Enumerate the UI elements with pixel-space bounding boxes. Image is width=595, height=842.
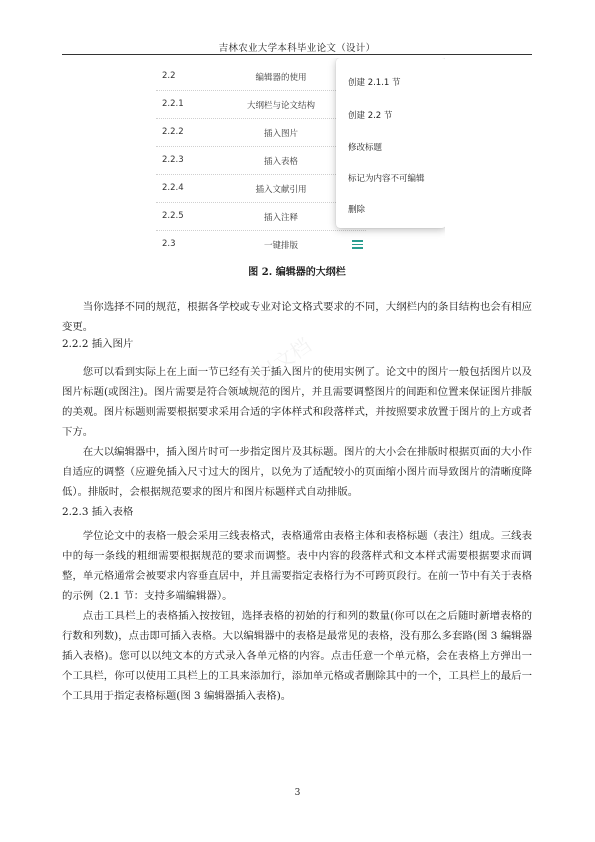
menu-item-rename-title[interactable]: 修改标题 bbox=[348, 143, 383, 153]
list-icon[interactable] bbox=[352, 240, 363, 249]
paragraph: 在大以编辑器中，插入图片时可一步指定图片及其标题。图片的大小会在排版时根据页面的大小作自适应的调整（应避免插入尺寸过大的图片，以免为了适配较小的页面缩小图片而导致图片的清晰度降低）。排版时，会根据规范要求的图片和图片标题样式自动排版。 bbox=[62, 446, 532, 498]
outline-row[interactable] bbox=[156, 230, 366, 258]
menu-item-delete[interactable]: 删除 bbox=[348, 205, 366, 215]
outline-row[interactable] bbox=[156, 146, 366, 175]
watermark: 大以文档 bbox=[236, 332, 316, 399]
outline-number: 2.2.5 bbox=[162, 211, 184, 221]
outline-title: 大纲栏与论文结构 bbox=[246, 101, 315, 111]
paragraph: 当你选择不同的规范，根据各学校或专业对论文格式要求的不同，大纲栏内的条目结构也会有相应变更。 bbox=[62, 301, 532, 333]
menu-item-mark-readonly[interactable]: 标记为内容不可编辑 bbox=[348, 174, 425, 184]
page-number: 3 bbox=[294, 788, 301, 798]
section-heading: 2.2.2 插入图片 bbox=[62, 338, 134, 350]
outline-row[interactable] bbox=[156, 90, 366, 119]
figure-caption: 图 2. 编辑器的大纲栏 bbox=[248, 267, 346, 278]
outline-number: 2.3 bbox=[162, 239, 176, 249]
running-header: 吉林农业大学本科毕业论文（设计） bbox=[218, 43, 376, 54]
outline-number: 2.2.4 bbox=[162, 183, 184, 193]
outline-row[interactable] bbox=[156, 62, 366, 91]
outline-figure bbox=[156, 58, 445, 258]
paragraph: 学位论文中的表格一般会采用三线表格式，表格通常由表格主体和表格标题（表注）组成。三线表中的每一条线的粗细需要根据规范的要求而调整。表中内容的段落样式和文本样式需要根据要求而调整，单元格通常会被要求内容垂直居中，并且需要指定表格行为不可跨页段行。在前一节中有关于表格的示例（2.1 节：支持多端编辑器）。 bbox=[62, 530, 532, 602]
outline-title: 插入表格 bbox=[263, 157, 298, 167]
context-menu bbox=[336, 58, 445, 228]
header-rule bbox=[62, 54, 532, 55]
outline-number: 2.2.2 bbox=[162, 127, 184, 137]
section-heading: 2.2.3 插入表格 bbox=[62, 506, 134, 518]
outline-row[interactable] bbox=[156, 174, 366, 203]
outline-title: 编辑器的使用 bbox=[255, 73, 307, 83]
menu-item-create-section-2-2[interactable]: 创建 2.2 节 bbox=[348, 111, 393, 121]
paragraph: 点击工具栏上的表格插入按按钮，选择表格的初始的行和列的数量(你可以在之后随时新增表格的行数和列数)，点击即可插入表格。大以编辑器中的表格是最常见的表格，没有那么多套路(图 3 编辑器插入表格)。您可以以纯文本的方式录入各单元格的内容。点击任意一个单元格，会在表格上方弹出一个工具栏，你可以使用工具栏上的工具来添加行，添加单元格或者删除其中的一个，工具栏上的最后一个工具用于指定表格标题(图 3 编辑器插入表格)。 bbox=[62, 610, 532, 702]
outline-title: 一键排版 bbox=[263, 241, 298, 251]
outline-row[interactable] bbox=[156, 118, 366, 147]
outline-title: 插入图片 bbox=[263, 129, 298, 139]
outline-number: 2.2 bbox=[162, 71, 176, 81]
menu-item-create-section-2-1-1[interactable]: 创建 2.1.1 节 bbox=[348, 78, 401, 88]
outline-title: 插入文献引用 bbox=[255, 185, 307, 195]
outline-number: 2.2.1 bbox=[162, 99, 184, 109]
outline-title: 插入注释 bbox=[263, 213, 298, 223]
outline-row[interactable] bbox=[156, 202, 366, 231]
outline-number: 2.2.3 bbox=[162, 155, 184, 165]
paragraph: 您可以看到实际上在上面一节已经有关于插入图片的使用实例了。论文中的图片一般包括图片以及图片标题(或图注)。图片需要是符合领域规范的图片，并且需要调整图片的间距和位置来保证图片排版的美观。图片标题则需要根据要求采用合适的字体样式和段落样式，并按照要求放置于图片的上方或者下方。 bbox=[62, 366, 532, 438]
